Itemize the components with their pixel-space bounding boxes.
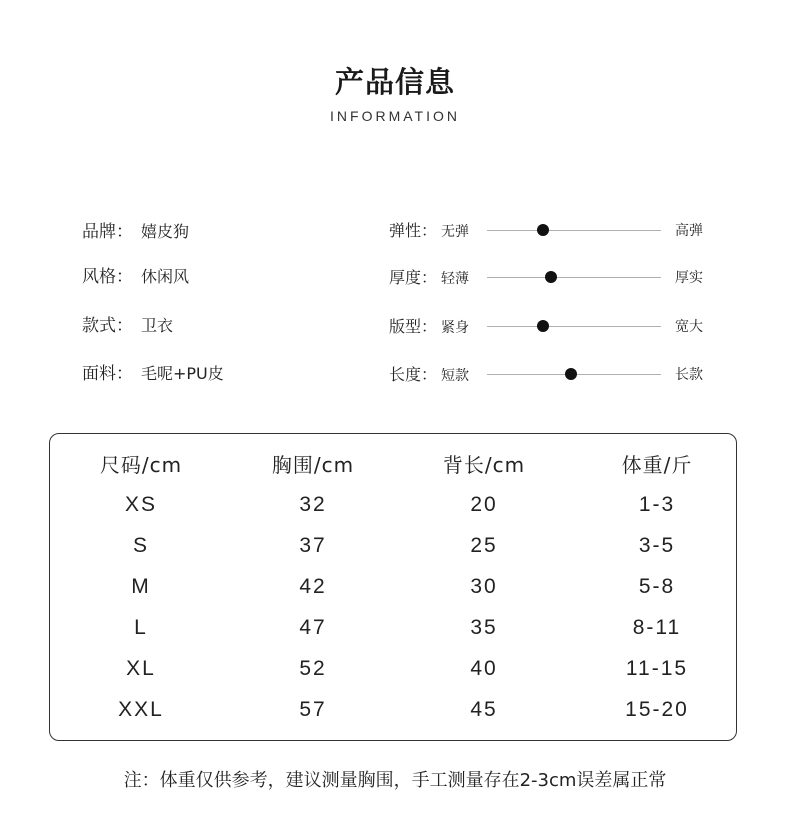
table-header-row [50,450,736,480]
attribute-label: 品牌： [82,222,133,242]
table-cell: L [134,616,148,639]
scale-track [487,326,661,327]
table-cell: 32 [299,493,327,516]
table-cell: 11-15 [625,657,689,680]
attribute-label: 款式： [82,316,133,336]
scale-marker [545,271,557,283]
attribute-value: 卫衣 [141,316,174,335]
attribute-label: 面料： [82,364,133,384]
scale-fit [0,314,790,340]
size-table [49,433,737,741]
table-cell: 8-11 [632,616,682,639]
scale-track [487,277,661,278]
scale-track [487,230,661,231]
table-cell: 42 [299,575,327,598]
table-cell: 5-8 [638,575,676,598]
scale-high-label: 厚实 [675,270,703,286]
table-row [50,695,736,725]
scale-low-label: 无弹 [441,224,470,240]
table-cell: 35 [470,616,498,639]
attribute-label: 风格： [82,267,133,287]
page-subtitle: INFORMATION [330,108,460,124]
table-cell: XXL [118,698,164,721]
scale-marker [537,224,549,236]
scale-high-label: 高弹 [675,223,703,239]
table-cell: 30 [470,575,498,598]
scale-marker [565,368,577,380]
attribute-value: 休闲风 [141,267,190,286]
scale-low-label: 紧身 [441,320,470,336]
table-cell: 57 [299,698,327,721]
table-cell: 1-3 [638,493,676,516]
scale-thickness [0,265,790,291]
table-header-cell: 尺码/cm [99,453,183,477]
table-header-cell: 背长/cm [442,453,526,477]
scale-label: 版型： [389,317,438,336]
attribute-value: 毛呢+PU皮 [141,364,224,383]
scale-label: 长度： [389,365,438,384]
table-cell: 20 [470,493,498,516]
table-cell: 25 [470,534,498,557]
table-header-cell: 体重/斤 [621,453,693,477]
scale-label: 弹性： [389,221,438,240]
table-cell: 15-20 [625,698,689,721]
table-header-cell: 胸围/cm [271,453,355,477]
table-cell: 47 [299,616,327,639]
scale-low-label: 轻薄 [441,271,470,287]
scale-label: 厚度： [389,268,438,287]
scale-high-label: 宽大 [675,319,703,335]
page-title: 产品信息 [334,65,455,99]
table-row [50,654,736,684]
table-cell: XS [124,493,157,516]
scale-length [0,362,790,388]
scale-track [487,374,661,375]
table-cell: 37 [299,534,327,557]
scale-elasticity [0,218,790,244]
scale-low-label: 短款 [441,368,470,384]
table-cell: XL [126,657,156,680]
scale-marker [537,320,549,332]
table-cell: M [131,575,151,598]
table-row [50,531,736,561]
scale-high-label: 长款 [675,367,703,383]
table-row [50,490,736,520]
footnote: 注：体重仅供参考，建议测量胸围，手工测量存在2-3cm误差属正常 [123,770,667,791]
table-cell: 52 [299,657,327,680]
table-row [50,613,736,643]
table-cell: S [132,534,149,557]
table-cell: 40 [470,657,498,680]
table-cell: 3-5 [638,534,676,557]
table-cell: 45 [470,698,498,721]
attribute-value: 嬉皮狗 [141,222,190,241]
table-row [50,572,736,602]
